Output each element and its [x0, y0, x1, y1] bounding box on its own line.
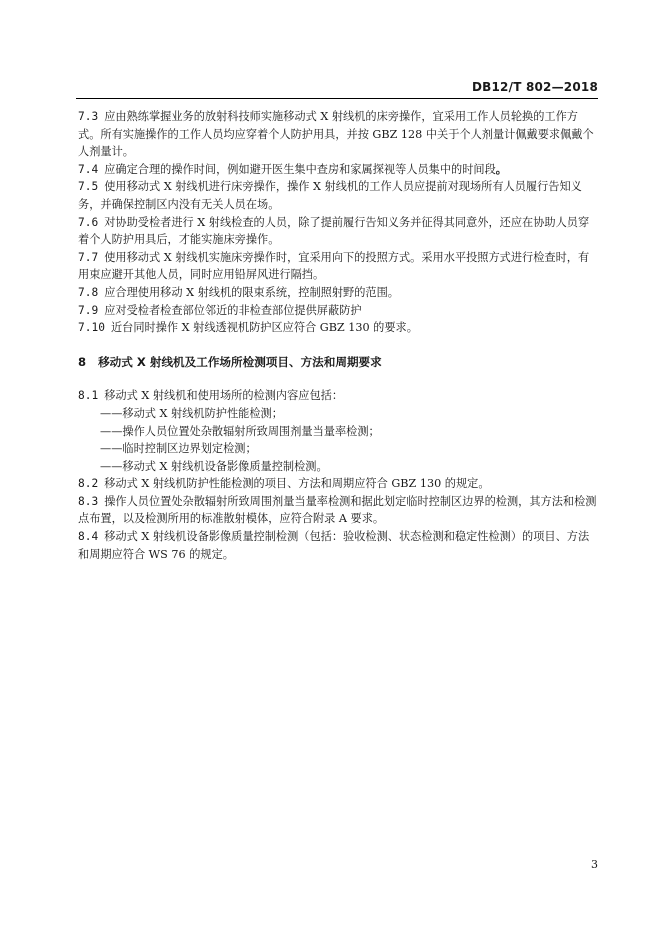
- clause-number: 8.3: [78, 494, 99, 508]
- clause-7-4: [78, 161, 600, 179]
- clause-text: 应由熟练掌握业务的放射科技师实施移动式 X 射线机的床旁操作，宜采用工作人员轮换的工作方式。所有实施操作的工作人员均应穿着个人防护用具，并按 GBZ 128 中关于个人剂量计佩戴要求佩戴个人剂量计。: [78, 110, 594, 159]
- clause-8-3: [78, 493, 600, 528]
- clause-text: 使用移动式 X 射线机实施床旁操作时，宜采用向下的投照方式。采用水平投照方式进行检查时，有用束应避开其他人员，同时应用铅屏风进行隔挡。: [78, 250, 590, 282]
- clause-number: 7.4: [78, 162, 99, 176]
- clause-number: 8.4: [78, 530, 99, 544]
- page-number: 3: [591, 858, 598, 871]
- clause-8-1: [78, 387, 600, 405]
- clause-7-10: [78, 319, 600, 337]
- clause-text: 移动式 X 射线机设备影像质量控制检测（包括：验收检测、状态检测和稳定性检测）的项目、方法和周期应符合 WS 76 的规定。: [78, 530, 590, 561]
- clause-7-6: [78, 214, 600, 249]
- clause-8-4: [78, 528, 600, 563]
- clause-number: 8.2: [78, 477, 99, 491]
- clause-7-9: [78, 302, 600, 320]
- list-item: ——移动式 X 射线机设备影像质量控制检测。: [100, 459, 328, 473]
- clause-text: 使用移动式 X 射线机进行床旁操作，操作 X 射线机的工作人员应提前对现场所有人员履行告知义务，并确保控制区内没有无关人员在场。: [78, 180, 582, 211]
- clause-7-5: [78, 178, 600, 213]
- clause-number: 7.10: [78, 321, 105, 335]
- clause-7-3: [78, 108, 600, 161]
- header-rule: [76, 98, 598, 99]
- list-item: ——移动式 X 射线机防护性能检测；: [100, 406, 283, 420]
- clause-text: 应合理使用移动 X 射线机的限束系统，控制照射野的范围。: [104, 285, 399, 299]
- list-item: ——操作人员位置处杂散辐射所致周围剂量当量率检测；: [100, 424, 380, 438]
- clause-number: 7.6: [78, 215, 99, 229]
- document-code: DB12/T 802—2018: [472, 80, 598, 94]
- clause-number: 7.9: [78, 303, 99, 317]
- clause-number: 7.7: [78, 250, 99, 264]
- clause-text: 移动式 X 射线机和使用场所的检测内容应包括：: [104, 389, 344, 403]
- list-item: ——临时控制区边界划定检测；: [100, 442, 257, 456]
- clause-8-2: [78, 475, 600, 493]
- clause-number: 7.3: [78, 110, 99, 123]
- clause-text: 移动式 X 射线机防护性能检测的项目、方法和周期应符合 GBZ 130 的规定。: [104, 477, 490, 491]
- section-8-heading: [78, 354, 600, 372]
- clause-number: 8.1: [78, 389, 99, 403]
- clause-end-mark: 。: [495, 161, 507, 176]
- document-body: [78, 108, 600, 563]
- clause-text: 对协助受检者进行 X 射线检查的人员，除了提前履行告知义务并征得其同意外，还应在协助人员穿着个人防护用具后，才能实施床旁操作。: [78, 215, 590, 247]
- section-title: 移动式 X 射线机及工作场所检测项目、方法和周期要求: [98, 354, 382, 369]
- clause-7-8: [78, 284, 600, 302]
- clause-text: 应对受检者检查部位邻近的非检查部位提供屏蔽防护: [104, 303, 362, 317]
- clause-number: 7.8: [78, 285, 99, 299]
- section-number: 8: [78, 354, 87, 369]
- clause-text: 近台同时操作 X 射线透视机防护区应符合 GBZ 130 的要求。: [110, 321, 418, 335]
- clause-text: 操作人员位置处杂散辐射所致周围剂量当量率检测和据此划定临时控制区边界的检测，其方法和检测点布置，以及检测所用的标准散射模体，应符合附录 A 要求。: [78, 494, 597, 526]
- clause-text: 应确定合理的操作时间，例如避开医生集中查房和家属探视等人员集中的时间段: [104, 162, 496, 176]
- clause-number: 7.5: [78, 180, 99, 194]
- clause-7-7: [78, 249, 600, 284]
